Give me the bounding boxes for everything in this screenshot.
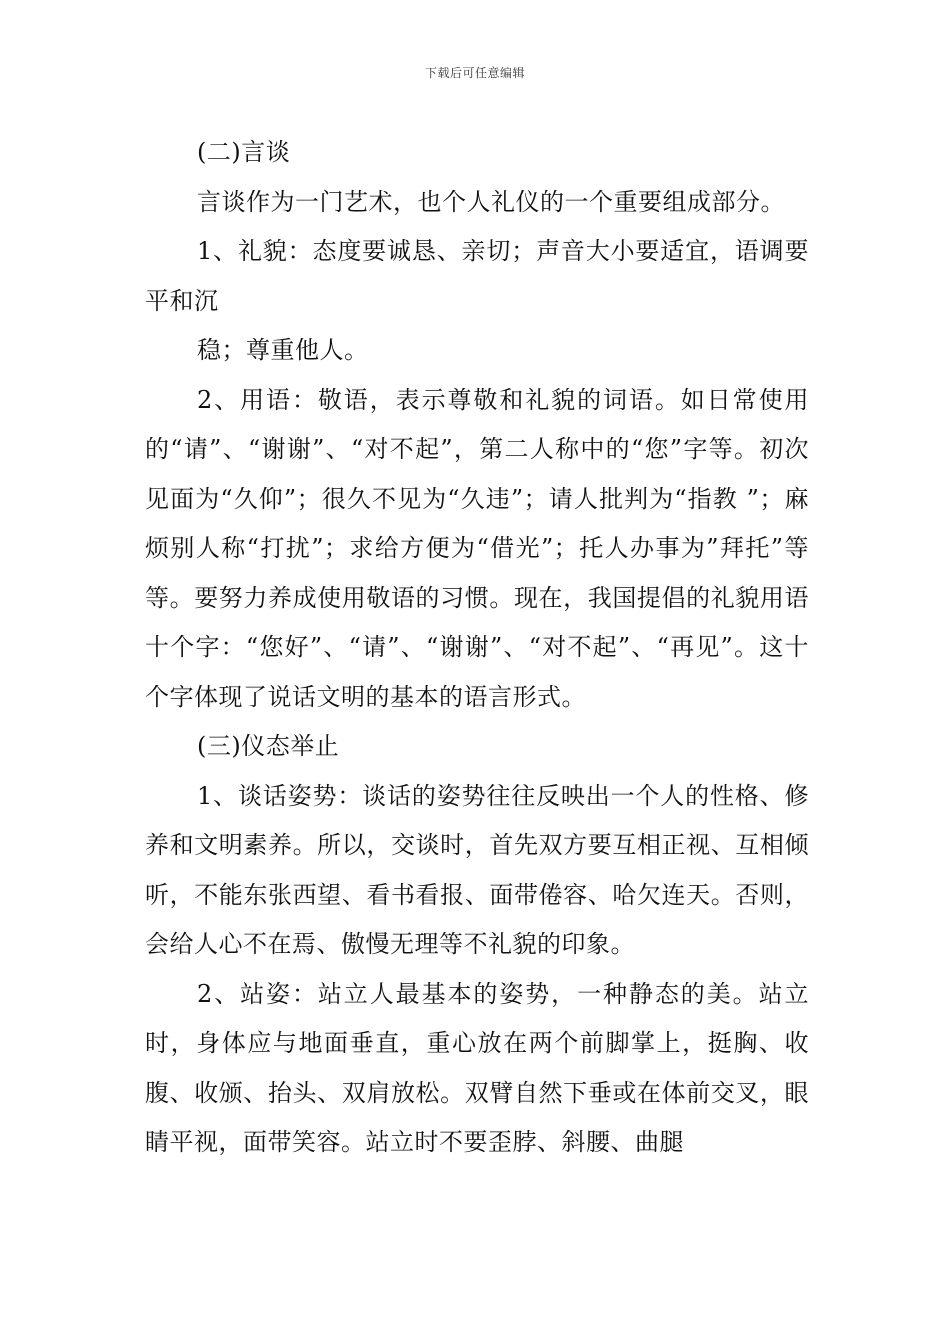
document-body	[145, 128, 809, 1168]
page-header: 下载后可任意编辑	[424, 66, 525, 80]
paragraph-speech-intro: 言谈作为一门艺术，也个人礼仪的一个重要组成部分。	[197, 187, 785, 216]
section-heading-manner: (三)仪态举止	[197, 732, 340, 760]
paragraph-talking-posture: 1、谈话姿势：谈话的姿势往往反映出一个人的性格、修养和文明素养。所以，交谈时，首先双方要互相正视、互相倾听，不能东张西望、看书看报、面带倦容、哈欠连天。否则，会给人心不在焉、傲慢无理等不礼貌的印象。	[145, 781, 809, 958]
paragraph-respect: 稳；尊重他人。	[197, 336, 369, 364]
paragraph-standing-posture: 2、站姿：站立人最基本的姿势，一种静态的美。站立时，身体应与地面垂直，重心放在两个前脚掌上，挺胸、收腹、收颁、抬头、双肩放松。双臂自然下垂或在体前交叉，眼睛平视，面带笑容。站立时不要歪脖、斜腰、曲腿	[145, 979, 809, 1156]
section-heading-speech: (二)言谈	[197, 138, 291, 166]
paragraph-polite-terms: 2、用语：敬语，表示尊敬和礼貌的词语。如日常使用的“请”、“谢谢”、“对不起”，第二人称中的“您”字等。初次见面为“久仰”；很久不见为“久违”；请人批判为“指教 ”；麻烦别人称“打扰”；求给方便为“借光”；托人办事为”拜托”等等。要努力养成使用敬语的习惯。现在，我国提倡的礼貌用语十个字：“您好”、“请”、“谢谢”、“对不起”、“再见”。这十个字体现了说话文明的基本的语言形式。	[145, 385, 809, 711]
paragraph-politeness: 1、礼貌：态度要诚恳、亲切；声音大小要适宜，语调要平和沉	[145, 237, 809, 315]
